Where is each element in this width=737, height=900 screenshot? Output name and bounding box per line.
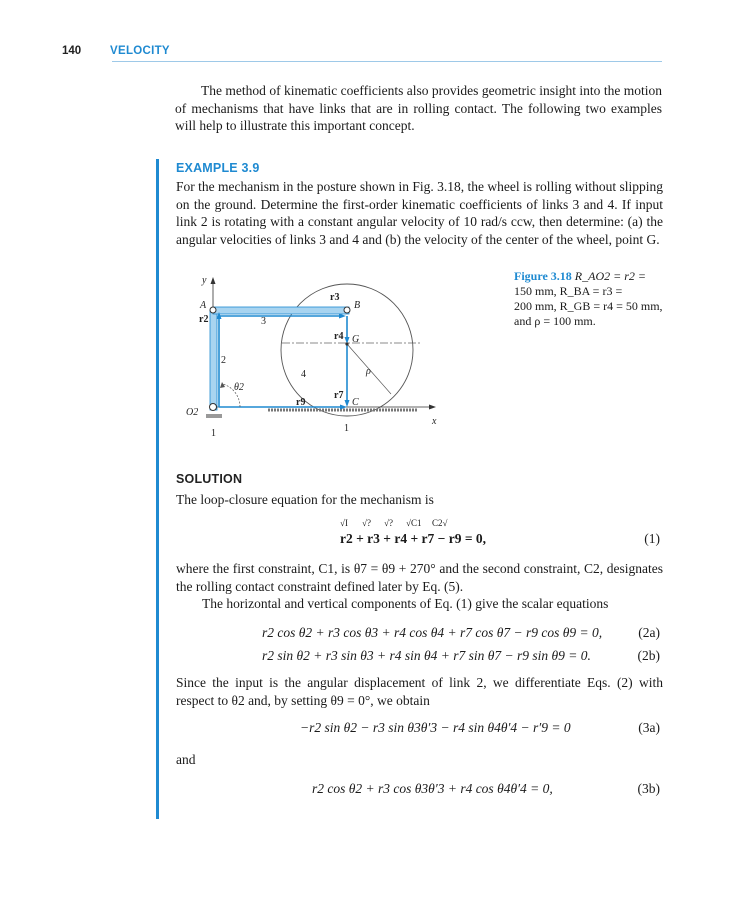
center-G [345,342,348,345]
running-title: VELOCITY [110,45,170,57]
x-axis-arrow [429,405,436,410]
joint-B [344,307,350,313]
y-axis-arrow [211,277,216,284]
constraints-paragraph: where the first constraint, C1, is θ7 = θ9 + 270° and the second constraint, C2, designates the rolling contact constraint defined later by Eq. (5). [176,561,663,594]
intro-paragraph: The method of kinematic coefficients also provides geometric insight into the motion of mechanisms that have links that are in rolling contact. The following two examples will help to illustrate this important concept. [175,83,662,134]
label-C: C [352,397,359,408]
label-r2: r2 [199,314,209,325]
link-2-bar [210,310,217,410]
page-number: 140 [62,45,82,57]
figure-3-18 [176,264,451,444]
eq2a-expression: r2 cos θ2 + r3 cos θ3 + r4 cos θ4 + r7 cos θ7 − r9 cos θ9 = 0, [262,625,603,640]
eq1-expression: r2 + r3 + r4 + r7 − r9 = 0, [340,531,487,546]
label-link-2: 2 [221,355,226,366]
eq2b-number: (2b) [637,648,660,663]
caption-line-1: R_AO2 = r2 = [574,269,646,283]
label-G: G [352,334,360,345]
figure-caption [514,269,664,329]
label-r9: r9 [296,397,306,408]
label-O2: O2 [186,407,199,418]
components-paragraph: The horizontal and vertical components of Eq. (1) give the scalar equations [202,596,609,611]
label-ground-1: 1 [211,428,216,439]
label-r4: r4 [334,331,344,342]
example-title: EXAMPLE 3.9 [176,161,260,175]
label-ground-1b: 1 [344,423,349,434]
eq3a-expression: −r2 sin θ2 − r3 sin θ3θ′3 − r4 sin θ4θ′4 − r′9 = 0 [300,720,571,735]
caption-line-3: 200 mm, R_GB = r4 = 50 mm, [514,299,663,313]
eq2a-number: (2a) [638,625,660,640]
label-theta2: θ2 [234,382,244,393]
label-link-4: 4 [301,369,306,380]
caption-label: Figure 3.18 [514,269,572,283]
label-A: A [200,300,207,311]
solution-title: SOLUTION [176,472,243,486]
label-y: y [202,275,207,286]
differentiate-paragraph: Since the input is the angular displacement of link 2, we differentiate Eqs. (2) with respect to θ2 and, by setting θ9 = 0°, we obtain [176,675,663,708]
eq2b-expression: r2 sin θ2 + r3 sin θ3 + r4 sin θ4 + r7 sin θ7 − r9 sin θ9 = 0. [262,648,591,663]
eq3a-number: (3a) [638,720,660,735]
joint-O2 [210,404,217,411]
example-sidebar-bar [156,159,159,819]
label-x: x [432,416,437,427]
label-B: B [354,300,361,311]
and-word: and [176,752,196,767]
eq1-constraint-marks: √I √? √? √C1 C2√ [340,518,448,528]
header-rule [112,61,662,62]
solution-intro: The loop-closure equation for the mechanism is [176,492,434,507]
label-link-3: 3 [261,316,266,327]
eq1-number: (1) [644,531,660,546]
pivot-ground [206,414,222,418]
label-r7: r7 [334,390,344,401]
caption-line-2: 150 mm, R_BA = r3 = [514,284,623,298]
label-rho: ρ [366,366,371,377]
eq3b-number: (3b) [637,781,660,796]
label-r3: r3 [330,292,340,303]
eq3b-expression: r2 cos θ2 + r3 cos θ3θ′3 + r4 cos θ4θ′4 = 0, [312,781,553,796]
joint-A [210,307,216,313]
example-statement: For the mechanism in the posture shown in Fig. 3.18, the wheel is rolling without slipping on the ground. Determine the first-order kinematic coefficients of links 3 and 4. If input link 2 is rotating with a constant angular velocity of 10 rad/s ccw, then determine: (a) the angular velocities of links 3 and 4 and (b) the velocity of the center of the wheel, point G. [176,179,663,247]
caption-line-4: and ρ = 100 mm. [514,314,596,328]
link-3-bar [213,307,349,314]
